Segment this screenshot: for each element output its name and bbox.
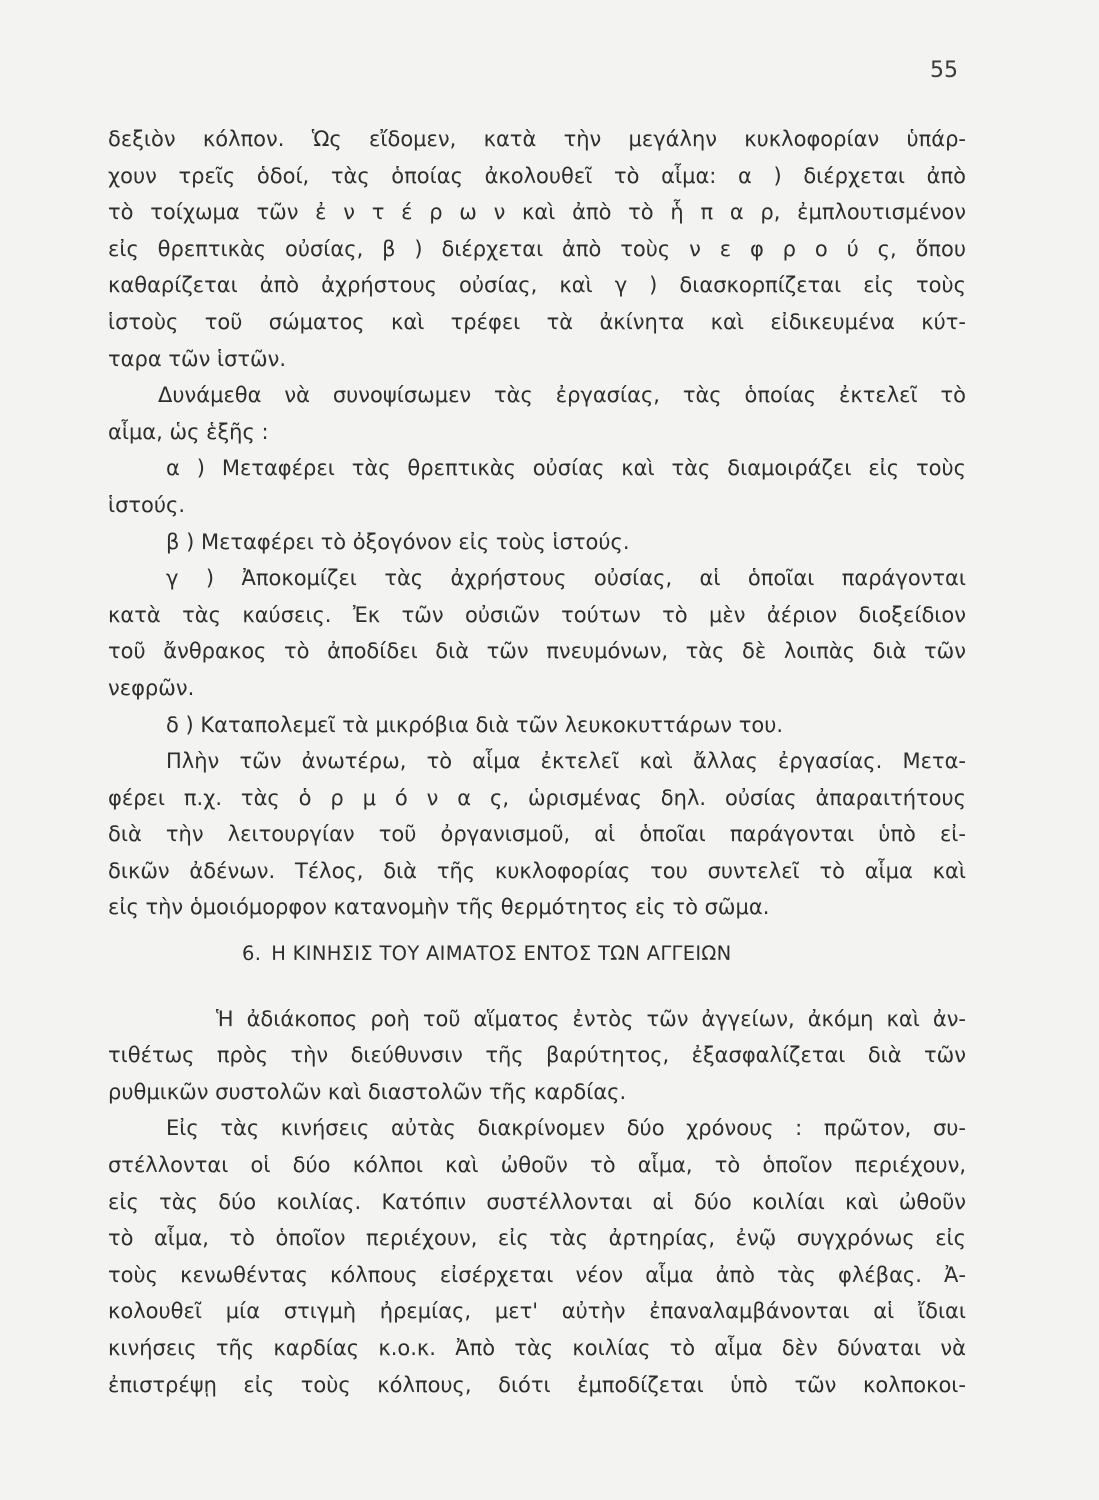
text-line: τοὺς κενωθέντας κόλπους εἰσέρχεται νέον αἷμα ἀπὸ τὰς φλέβας. Ἀ- <box>108 1262 966 1287</box>
text-line: Ἡ ἀδιάκοπος ροὴ τοῦ αἵματος ἐντὸς τῶν ἀγγείων, ἀκόμη καὶ ἀν- <box>216 1006 966 1031</box>
text-line: δικῶν ἀδένων. Τέλος, διὰ τῆς κυκλοφορίας του συντελεῖ τὸ αἷμα καὶ <box>108 858 966 883</box>
text-line: εἰς θρεπτικὰς οὐσίας, β ) διέρχεται ἀπὸ τοὺς ν ε φ ρ ο ύ ς, ὅπου <box>108 236 966 261</box>
list-item-d: δ ) Καταπολεμεῖ τὰ μικρόβια διὰ τῶν λευκοκυττάρων του. <box>166 712 784 737</box>
list-item-b: β ) Μεταφέρει τὸ ὀξογόνον εἰς τοὺς ἱστούς. <box>166 529 630 554</box>
text-line: χουν τρεῖς ὁδοί, τὰς ὁποίας ἀκολουθεῖ τὸ αἷμα: α ) διέρχεται ἀπὸ <box>108 163 966 188</box>
text-line: ἐπιστρέψῃ εἰς τοὺς κόλπους, διότι ἐμποδίζεται ὑπὸ τῶν κολποκοι- <box>108 1372 966 1397</box>
text-line: κολουθεῖ μία στιγμὴ ἠρεμίας, μετ' αὐτὴν ἐπαναλαμβάνονται αἱ ἴδιαι <box>108 1299 966 1324</box>
text-line: Πλὴν τῶν ἀνωτέρω, τὸ αἷμα ἐκτελεῖ καὶ ἄλλας ἐργασίας. Μετα- <box>166 749 966 774</box>
text-line: διὰ τὴν λειτουργίαν τοῦ ὀργανισμοῦ, αἱ ὁποῖαι παράγονται ὑπὸ εἰ- <box>108 822 966 847</box>
list-item-a: α ) Μεταφέρει τὰς θρεπτικὰς οὐσίας καὶ τὰς διαμοιράζει εἰς τοὺς <box>166 456 966 481</box>
body-text <box>108 121 966 1403</box>
section-1 <box>108 121 966 926</box>
page-number: 55 <box>930 58 958 83</box>
text-line: δεξιὸν κόλπον. Ὡς εἴδομεν, κατὰ τὴν μεγάλην κυκλοφορίαν ὑπάρ- <box>108 127 966 151</box>
list-item-c: γ ) Ἀποκομίζει τὰς ἀχρήστους οὐσίας, αἱ ὁποῖαι παράγονται <box>166 566 966 591</box>
section-heading <box>108 936 966 973</box>
text-line: νεφρῶν. <box>108 675 195 700</box>
text-line: κατὰ τὰς καύσεις. Ἐκ τῶν οὐσιῶν τούτων τὸ μὲν ἀέριον διοξείδιον <box>108 602 966 627</box>
text-line: ἱστοὺς τοῦ σώματος καὶ τρέφει τὰ ἀκίνητα καὶ εἰδικευμένα κύτ- <box>108 309 966 334</box>
text-line: Δυνάμεθα νὰ συνοψίσωμεν τὰς ἐργασίας, τὰς ὁποίας ἐκτελεῖ τὸ <box>158 383 966 408</box>
section-2 <box>108 1001 966 1404</box>
text-line: τοῦ ἄνθρακος τὸ ἀποδίδει διὰ τῶν πνευμόνων, τὰς δὲ λοιπὰς διὰ τῶν <box>108 639 966 664</box>
text-line: τὸ τοίχωμα τῶν ἐ ν τ έ ρ ω ν καὶ ἀπὸ τὸ ἧ π α ρ, ἐμπλουτισμένον <box>108 200 966 225</box>
text-line: αἷμα, ὡς ἑξῆς : <box>108 419 269 444</box>
text-line: ἱστούς. <box>108 492 186 517</box>
text-line: τὸ αἷμα, τὸ ὁποῖον περιέχουν, εἰς τὰς ἀρτηρίας, ἐνῷ συγχρόνως εἰς <box>108 1226 966 1251</box>
section-number: 6. <box>242 942 262 966</box>
text-line: κινήσεις τῆς καρδίας κ.ο.κ. Ἀπὸ τὰς κοιλίας τὸ αἷμα δὲν δύναται νὰ <box>108 1336 966 1360</box>
section-title: Η ΚΙΝΗΣΙΣ ΤΟΥ ΑΙΜΑΤΟΣ ΕΝΤΟΣ ΤΩΝ ΑΓΓΕΙΩΝ <box>271 942 732 966</box>
text-line: τιθέτως πρὸς τὴν διεύθυνσιν τῆς βαρύτητος, ἐξασφαλίζεται διὰ τῶν <box>108 1043 966 1068</box>
text-line: εἰς τὰς δύο κοιλίας. Κατόπιν συστέλλονται αἱ δύο κοιλίαι καὶ ὠθοῦν <box>108 1189 966 1214</box>
text-line: φέρει π.χ. τὰς ὁ ρ μ ό ν α ς, ὡρισμένας δηλ. οὐσίας ἀπαραιτήτους <box>108 785 966 810</box>
text-line: εἰς τὴν ὁμοιόμορφον κατανομὴν τῆς θερμότητος εἰς τὸ σῶμα. <box>108 895 770 920</box>
text-line: ρυθμικῶν συστολῶν καὶ διαστολῶν τῆς καρδίας. <box>108 1079 627 1104</box>
text-line: Εἰς τὰς κινήσεις αὐτὰς διακρίνομεν δύο χρόνους : πρῶτον, συ- <box>166 1116 966 1141</box>
text-line: καθαρίζεται ἀπὸ ἀχρήστους οὐσίας, καὶ γ ) διασκορπίζεται εἰς τοὺς <box>108 273 966 298</box>
text-line: ταρα τῶν ἱστῶν. <box>108 346 287 371</box>
text-line: στέλλονται οἱ δύο κόλποι καὶ ὠθοῦν τὸ αἷμα, τὸ ὁποῖον περιέχουν, <box>108 1153 966 1178</box>
